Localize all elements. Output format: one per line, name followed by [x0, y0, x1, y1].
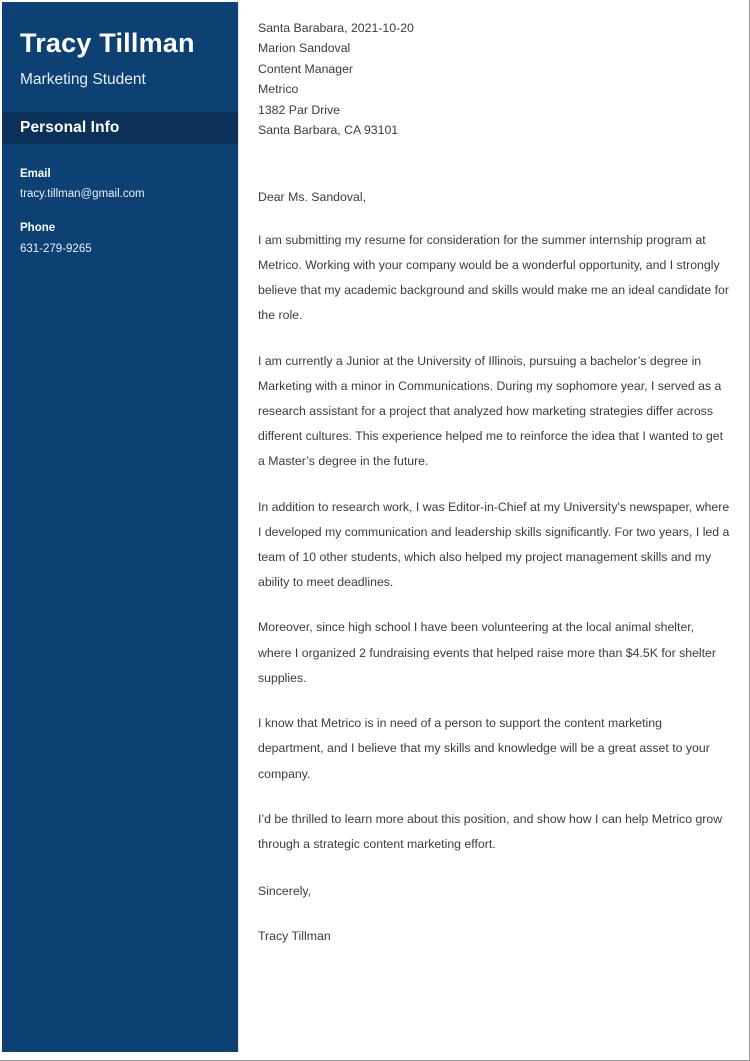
closing-salutation: Sincerely,: [258, 884, 312, 899]
letter-paragraph-6: I’d be thrilled to learn more about this position, and show how I can help Metrico grow through a strategic content marketing effort.: [258, 811, 723, 851]
address-line-city-state-zip: Santa Barbara, CA 93101: [258, 123, 399, 138]
signature-name: Tracy Tillman: [258, 928, 331, 943]
candidate-subtitle: Marketing Student: [20, 70, 146, 88]
letter-paragraph-3: In addition to research work, I was Editor-in-Chief at my University's newspaper, where I developed my communication and leadership skills significantly. For two years, I led a team of 10 other students, which also helped my project management skills and my ability to meet deadlines.: [258, 499, 730, 590]
phone-value[interactable]: 631-279-9265: [20, 242, 92, 255]
email-value[interactable]: tracy.tillman@gmail.com: [20, 188, 145, 201]
address-line-company: Metrico: [258, 82, 299, 97]
contact-item-email: [20, 166, 238, 202]
personal-info-title: Personal Info: [20, 119, 120, 137]
sidebar: [2, 2, 239, 1052]
letter-body: [240, 2, 748, 1052]
address-line-recipient-name: Marion Sandoval: [258, 41, 351, 56]
personal-info-section-header: [2, 112, 238, 144]
phone-label: Phone: [20, 222, 56, 235]
address-line-recipient-title: Content Manager: [258, 61, 354, 76]
address-line-street: 1382 Par Drive: [258, 102, 341, 117]
letter-paragraph-4: Moreover, since high school I have been volunteering at the local animal shelter, where I organized 2 fundraising events that helped raise more than $4.5K for shelter supplies.: [258, 620, 716, 685]
letter-paragraph-2: I am currently a Junior at the University of Illinois, pursuing a bachelor’s degree in Marketing with a minor in Communications. During my sophomore year, I served as a research assistant for a project that analyzed how marketing strategies differ across different cultures. This experience helped me to reinforce the idea that I wanted to get a Master’s degree in the future.: [258, 353, 724, 469]
candidate-name: Tracy Tillman: [20, 28, 195, 58]
salutation: Dear Ms. Sandoval,: [258, 190, 366, 205]
email-label: Email: [20, 168, 51, 181]
address-line-date-city: Santa Barabara, 2021-10-20: [258, 21, 414, 35]
letter-paragraph-5: I know that Metrico is in need of a person to support the content marketing department, and I believe that my skills and knowledge will be a great asset to your company.: [258, 716, 710, 781]
address-block: [258, 18, 730, 140]
contact-item-phone: [20, 220, 238, 256]
letter-paragraph-1: I am submitting my resume for consideration for the summer internship program at Metrico. Working with your company would be a wonderful opportunity, and I strongly believe that my academic background and skills would make me an ideal candidate for the role.: [258, 232, 729, 323]
contact-list: [2, 144, 238, 256]
